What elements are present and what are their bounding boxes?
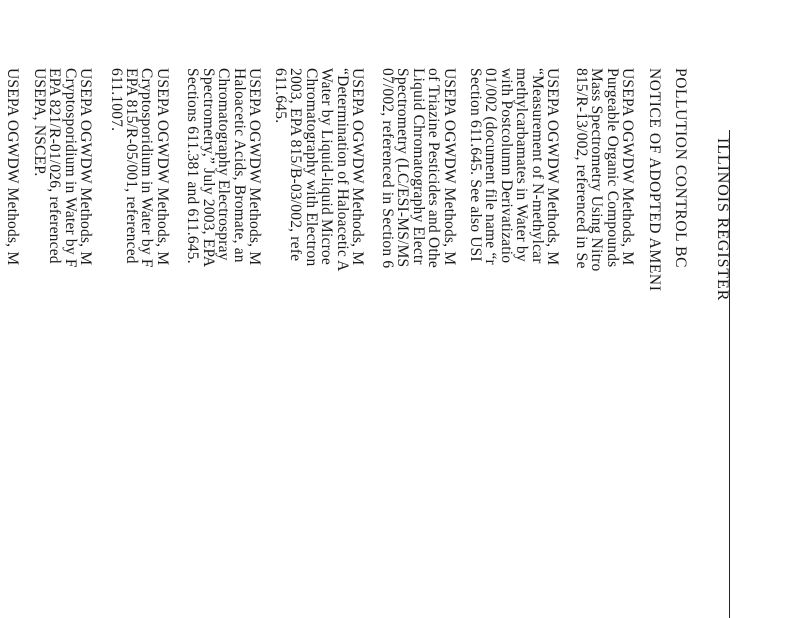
paragraph-text-line: Chromatography Electrospray (215, 68, 232, 261)
paragraph-heading-line: USEPA OGWDW Methods, M (77, 68, 94, 266)
paragraph-text-line: Water by Liquid-liquid Microe (318, 68, 335, 265)
paragraph-text-line: 07/002, referenced in Section 6 (379, 68, 396, 269)
paragraph-text-line: Cryptosporidium in Water by F (138, 68, 155, 268)
paragraph-text-line: 01/002 (document file name “r (482, 68, 499, 265)
paragraph-text-line: Liquid Chromatography Electr (410, 68, 427, 265)
paragraph-text-line: Purgeable Organic Compounds (604, 68, 621, 268)
paragraph-text-line: “Measurement of N-methylcar (529, 68, 546, 264)
paragraph-text-line: Chromatography with Electron (303, 68, 320, 267)
paragraph-text-line: Mass Spectrometry Using Nitro (588, 68, 605, 272)
paragraph-heading-line: USEPA OGWDW Methods, M (619, 68, 636, 266)
paragraph-heading-line: USEPA OGWDW Methods, M (246, 68, 263, 266)
paragraph-text-line: 611.1007. (108, 68, 125, 132)
paragraph-text-line: 815/R-13/002, referenced in Se (573, 68, 590, 269)
paragraph-heading-line: USEPA OGWDW Methods, M (4, 68, 21, 266)
paragraph-text-line: Cryptosporidium in Water by F (62, 68, 79, 268)
paragraph-text-line: EPA 815/R-05/001, referenced (123, 68, 140, 264)
paragraph-text-line: 2003, EPA 815/B-03/002, refe (287, 68, 304, 262)
paragraph-text-line: Sections 611.381 and 611.645. (184, 68, 201, 264)
paragraph-text-line: methylcarbamates in Water by (513, 68, 530, 262)
paragraph-text-line: Spectrometry,” July 2003, EPA (200, 68, 217, 268)
document-page (4, 68, 731, 618)
paragraph-heading-line: USEPA OGWDW Methods, M (349, 68, 366, 266)
paragraph-heading-line: USEPA OGWDW Methods, M (544, 68, 561, 266)
paragraph-text-line: EPA 821/R-01/026, referenced (46, 68, 63, 264)
paragraph-heading-line: USEPA OGWDW Methods, M (441, 68, 458, 266)
register-title: ILLINOIS REGISTER (714, 138, 731, 302)
paragraph-text-line: USEPA, NSCEP. (31, 68, 48, 177)
paragraph-text-line: “Determination of Haloacetic A (334, 68, 351, 272)
paragraph-heading-line: USEPA OGWDW Methods, M (154, 68, 171, 266)
paragraph-text-line: with Postcolumn Derivatizatio (498, 68, 515, 264)
paragraph-text-line: 611.645. (272, 68, 289, 124)
paragraph-text-line: Section 611.645. See also USI (467, 68, 484, 262)
paragraph-text-line: of Triazine Pesticides and Othe (425, 68, 442, 268)
paragraph-text-line: Spectrometry (LC/ESI-MS/MS (394, 68, 411, 268)
notice-title: NOTICE OF ADOPTED AMENI (646, 68, 663, 292)
board-name: POLLUTION CONTROL BC (672, 68, 689, 269)
paragraph-text-line: Haloacetic Acids, Bromate, an (231, 68, 248, 263)
